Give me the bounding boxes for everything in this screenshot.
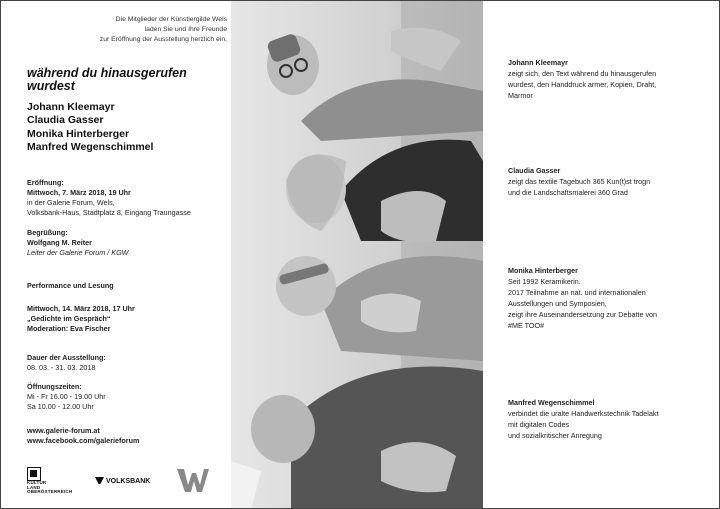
opening-info <box>27 178 191 218</box>
description-name: Claudia Gasser <box>508 166 561 175</box>
description-block <box>508 165 650 198</box>
facebook-link[interactable]: www.facebook.com/galerieforum <box>27 436 140 445</box>
description-name: Johann Kleemayr <box>508 58 568 67</box>
performance-date: Mittwoch, 14. März 2018, 17 Uhr <box>27 304 135 313</box>
kulturland-mark-icon <box>27 467 41 481</box>
hours-weekday: Mi - Fr 16.00 - 19.00 Uhr <box>27 392 106 401</box>
welcome-name: Wolfgang M. Reiter <box>27 238 92 247</box>
opening-heading: Eröffnung: <box>27 178 64 187</box>
kulturland-line: OBERÖSTERREICH <box>27 489 73 495</box>
welcome-role: Leiter der Galerie Forum / KGW <box>27 248 129 257</box>
description-block <box>508 397 659 441</box>
description-line: und sozialkritischer Anregung <box>508 431 602 440</box>
info-column <box>27 1 227 509</box>
title-line: während du hinausgerufen <box>27 66 187 80</box>
hours-heading: Öffnungszeiten: <box>27 382 82 391</box>
duration-value: 08. 03. - 31. 03. 2018 <box>27 363 96 372</box>
description-line: zeigt ihre Auseinandersetzung zur Debatte von <box>508 310 658 319</box>
descriptions-column <box>508 1 713 509</box>
description-name: Monika Hinterberger <box>508 266 578 275</box>
sponsor-logos <box>27 467 217 495</box>
performance-heading: Performance und Lesung <box>27 281 114 290</box>
duration-info <box>27 353 106 373</box>
description-line: Marmor <box>508 91 533 100</box>
intro-line: zur Eröffnung der Ausstellung herzlich ein. <box>99 36 227 43</box>
description-block <box>508 57 656 101</box>
description-line: und die Landschaftsmalerei 360 Grad <box>508 188 628 197</box>
w-logo-icon <box>177 467 209 493</box>
description-line: zeigt sich, den Text während du hinausgerufen <box>508 69 657 78</box>
links <box>27 426 139 446</box>
performance-title: „Gedichte im Gespräch“ <box>27 314 111 323</box>
description-line: Ausstellungen und Symposien, <box>508 299 607 308</box>
performance-moderation: Moderation: Eva Fischer <box>27 324 111 333</box>
intro-line: Die Mitglieder der Künstlergilde Wels <box>115 16 227 23</box>
kulturland-line: KULTUR <box>27 480 47 485</box>
description-line: #ME TOO# <box>508 321 545 330</box>
duration-heading: Dauer der Ausstellung: <box>27 353 106 362</box>
opening-venue: in der Galerie Forum, Wels, <box>27 198 115 207</box>
intro-line: laden Sie und Ihre Freunde <box>144 26 227 33</box>
artist-name: Johann Kleemayr <box>27 101 115 113</box>
description-name: Manfred Wegenschimmel <box>508 398 595 407</box>
hours-saturday: Sa 10.00 - 12.00 Uhr <box>27 402 94 411</box>
artist-list <box>27 101 153 155</box>
website-link[interactable]: www.galerie-forum.at <box>27 426 100 435</box>
opening-date: Mittwoch, 7. März 2018, 19 Uhr <box>27 188 131 197</box>
artist-name: Claudia Gasser <box>27 114 104 127</box>
intro-text <box>27 15 227 45</box>
performance-info <box>27 281 114 291</box>
description-line: 2017 Teilnahme an nat. und internationalen <box>508 288 646 297</box>
description-line: mit digitalen Codes <box>508 420 570 429</box>
description-line: zeigt das textile Tagebuch 365 Kun(t)st trogn <box>508 177 651 186</box>
kulturland-logo <box>27 467 73 493</box>
volksbank-text: VOLKSBANK <box>106 478 151 485</box>
description-line: verbindet die uralte Handwerkstechnik Tadelakt <box>508 409 659 418</box>
volksbank-logo <box>95 477 150 485</box>
opening-address: Volksbank-Haus, Stadtplatz 8, Eingang Traungasse <box>27 208 191 217</box>
artists-photo <box>231 1 483 509</box>
artist-name: Manfred Wegenschimmel <box>27 141 154 154</box>
artists-photo-image <box>231 1 483 509</box>
title-line: wurdest <box>27 78 75 93</box>
description-line: wurdest, den Handdruck armer, Kopien, Draht, <box>508 80 657 89</box>
performance-details <box>27 304 135 334</box>
exhibition-title <box>27 67 227 92</box>
artist-name: Monika Hinterberger <box>27 127 130 140</box>
description-block <box>508 265 657 331</box>
welcome-heading: Begrüßung: <box>27 228 68 237</box>
hours-info <box>27 382 106 412</box>
description-line: Seit 1992 Keramikerin. <box>508 277 581 286</box>
kulturland-line: LAND <box>27 484 41 490</box>
welcome-info <box>27 228 128 258</box>
volksbank-mark-icon <box>95 477 104 484</box>
